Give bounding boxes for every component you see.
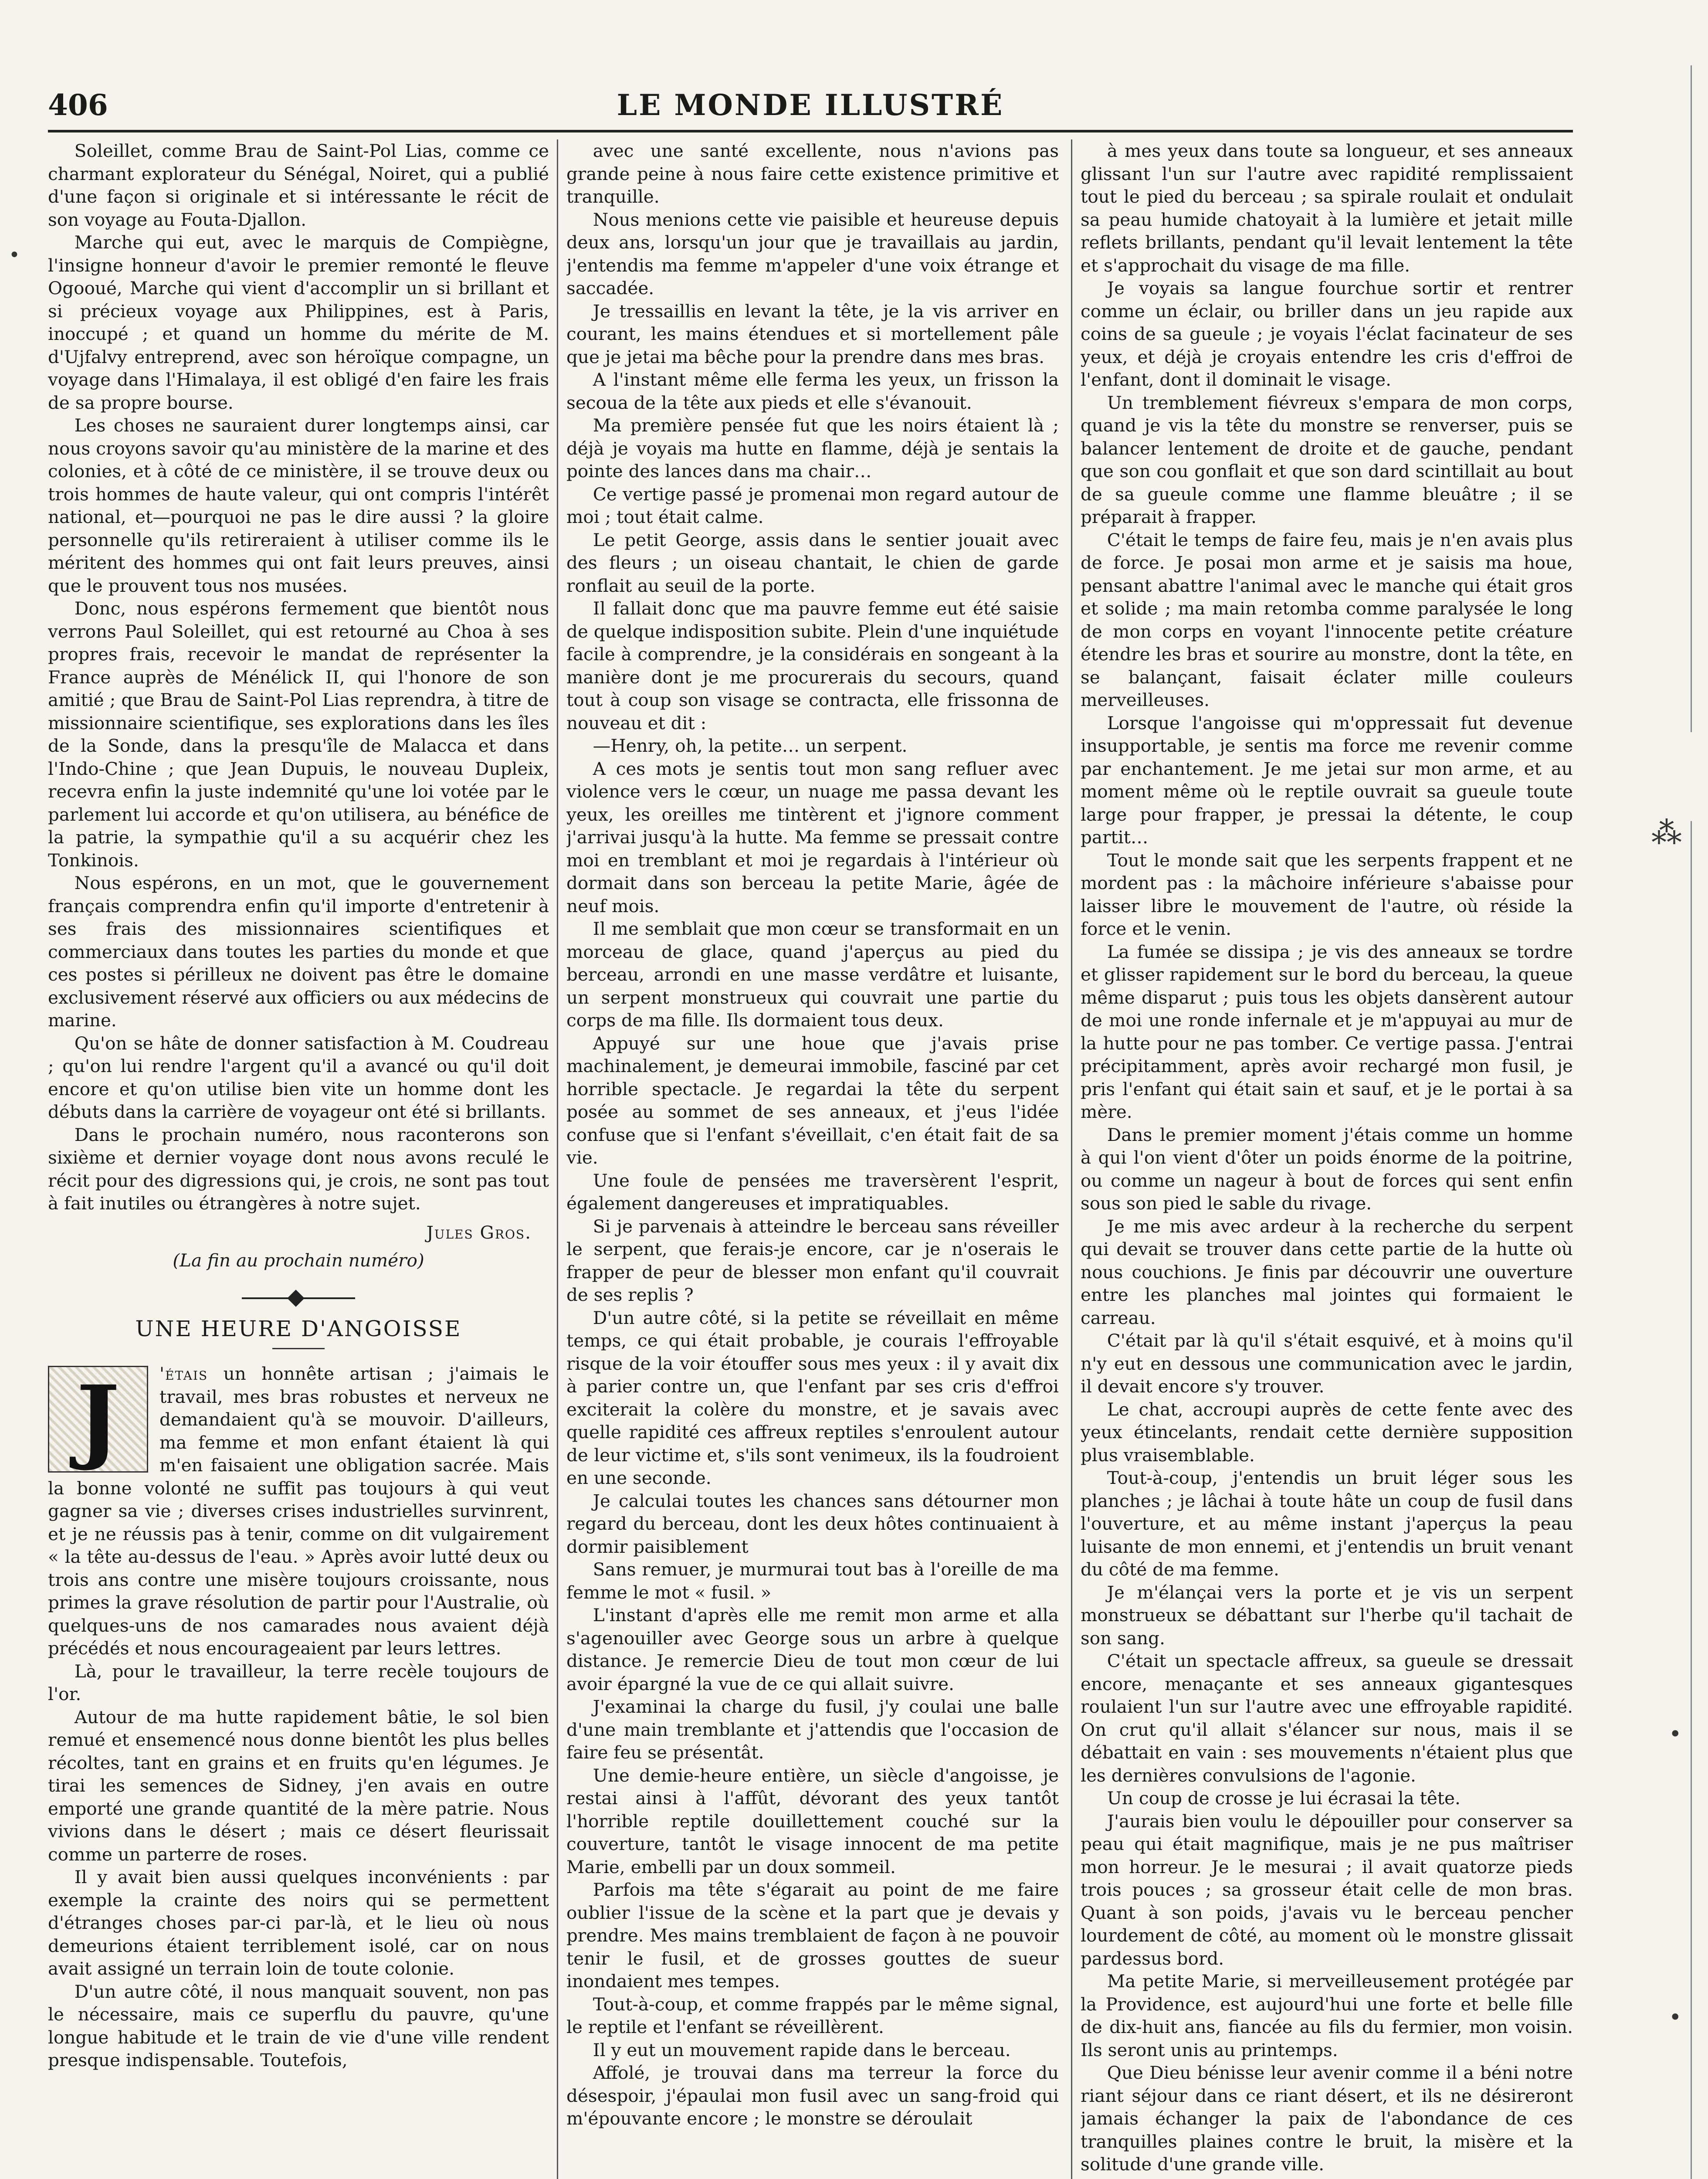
paragraph: Le petit George, assis dans le sentier jouait avec des fleurs ; un oiseau chantait, le chien de garde ronflait au seuil de la porte.: [566, 529, 1059, 596]
column-rule: [557, 139, 558, 2179]
page-edge-line: [1691, 65, 1692, 2179]
paragraph: Lorsque l'angoisse qui m'oppressait fut devenue insupportable, je sentis ma force me revenir comme par enchantement. Je me jetai sur mon arme, et au moment même où le reptile ouvrait sa gueule toute large pour frapper, je pressai la détente, le coup partit…: [1081, 712, 1573, 848]
paragraph: Marche qui eut, avec le marquis de Compiègne, l'insigne honneur d'avoir le premier remonté le fleuve Ogooué, Marche qui vient d'accomplir un si brillant et si précieux voyage aux Philippines, est à Paris, inoccupé ; et quand un homme du mérite de M. d'Ujfalvy entreprend, avec son héroïque compagne, un voyage dans l'Himalaya, il est obligé d'en faire les frais de sa propre bourse.: [48, 232, 549, 413]
paragraph: Une foule de pensées me traversèrent l'esprit, également dangereuses et impratiquables.: [566, 1170, 1059, 1214]
paragraph: Appuyé sur une houe que j'avais prise machinalement, je demeurai immobile, fasciné par cet horrible spectacle. Je regardai la tête du serpent posée au sommet de ses anneaux, et j'eus l'idée confuse que si l'enfant s'éveillait, c'en était fait de sa vie.: [566, 1032, 1059, 1168]
paragraph: L'instant d'après elle me remit mon arme et alla s'agenouiller avec George sous un arbre à quelque distance. Je remercie Dieu de tout mon cœur de lui avoir épargné la vue de ce qui allait suivre.: [566, 1605, 1059, 1694]
page-number: 406: [48, 88, 108, 122]
journal-title: LE MONDE ILLUSTRÉ: [617, 88, 1004, 122]
paragraph: Sans remuer, je murmurai tout bas à l'oreille de ma femme le mot « fusil. »: [566, 1559, 1059, 1603]
paragraph: Je me mis avec ardeur à la recherche du serpent qui devait se trouver dans cette partie de la hutte où nous couchions. Je finis par découvrir une ouverture entre les planches mal jointes qui formaient le carreau.: [1081, 1215, 1573, 1328]
paragraph: La fumée se dissipa ; je vis des anneaux se tordre et glisser rapidement sur le bord du berceau, la queue même disparut ; puis tous les objets dansèrent autour de moi une ronde infernale et je m'appuyai au mur de la hutte pour ne pas tomber. Ce vertige passa. J'entrai précipitamment, après avoir rechargé mon fusil, je pris l'enfant qui était sain et sauf, et je le portai à sa mère.: [1081, 941, 1573, 1122]
paragraph: Je voyais sa langue fourchue sortir et rentrer comme un éclair, ou briller dans un jeu rapide aux coins de sa gueule ; je voyais l'éclat facinateur de ses yeux, et déjà je croyais entendre les cris d'effroi de l'enfant, dont il dominait le visage.: [1081, 278, 1573, 390]
paragraph: Soleillet, comme Brau de Saint-Pol Lias, comme ce charmant explorateur du Sénégal, Noiret, qui a publié d'une façon si originale et si intéressante le récit de son voyage au Fouta-Djallon.: [48, 140, 549, 230]
paragraph: Un tremblement fiévreux s'empara de mon corps, quand je vis la tête du monstre se renverser, puis se balancer lentement de droite et de gauche, pendant que son cou gonflait et que son dard scintillait au bout de sa gueule comme une flamme bleuâtre ; il se préparait à frapper.: [1081, 392, 1573, 527]
paragraph: Que Dieu bénisse leur avenir comme il a béni notre riant séjour dans ce riant désert, et ils ne désireront jamais échanger la paix de l'abondance de ces tranquilles plaines contre le bruit, la misère et la solitude d'une grande ville.: [1081, 2062, 1573, 2175]
paragraph: Tout-à-coup, j'entendis un bruit léger sous les planches ; je lâchai à toute hâte un coup de fusil dans l'ouverture, et au même instant j'aperçus la peau luisante de mon ennemi, et j'entendis un bruit venant du côté de ma femme.: [1081, 1467, 1573, 1580]
title-rule: [272, 1348, 325, 1349]
column-3: [1081, 139, 1573, 2179]
paragraph: Il me semblait que mon cœur se transformait en un morceau de glace, quand j'aperçus au pied du berceau, arrondi en une masse verdâtre et luisante, un serpent monstrueux qui couvrait une partie du corps de ma fille. Ils dormaient tous deux.: [566, 918, 1059, 1031]
paragraph: Nous espérons, en un mot, que le gouvernement français comprendra enfin qu'il importe d'entretenir à ses frais des missionnaires scientifiques et commerciaux dans toutes les parties du monde et que ces postes si périlleux ne doivent pas être le domaine exclusivement réservé aux officiers ou aux médecins de marine.: [48, 872, 549, 1031]
paragraph: Là, pour le travailleur, la terre recèle toujours de l'or.: [48, 1660, 549, 1704]
paragraph: Le chat, accroupi auprès de cette fente avec des yeux étincelants, rendait cette dernière supposition plus vraisemblable.: [1081, 1398, 1573, 1466]
paragraph: J'examinai la charge du fusil, j'y coulai une balle d'une main tremblante et j'attendis que l'occasion de faire feu se présentât.: [566, 1696, 1059, 1763]
paragraph: —Henry, oh, la petite… un serpent.: [593, 735, 908, 756]
column-2: [566, 139, 1059, 2179]
paragraph: C'était un spectacle affreux, sa gueule se dressait encore, menaçante et ses anneaux gigantesques roulaient l'un sur l'autre avec une effroyable rapidité. On crut qu'il allait s'élancer sur nous, mais il se débattait en vain : ses mouvements n'étaient plus que les dernières convulsions de l'agonie.: [1081, 1650, 1573, 1786]
paragraph: Si je parvenais à atteindre le berceau sans réveiller le serpent, que ferais-je encore, car je n'oserais le frapper de peur de blesser mon enfant qu'il couvrait de ses replis ?: [566, 1215, 1059, 1305]
paragraph: Il y avait bien aussi quelques inconvénients : par exemple la crainte des noirs qui se permettent d'étranges choses par-ci par-là, et le lieu où nous demeurions étaient terriblement isolé, car on nous avait assigné un terrain loin de toute colonie.: [48, 1867, 549, 1979]
author-signature: Jules Gros.: [426, 1222, 532, 1243]
dropcap-initial: [48, 1366, 148, 1473]
paragraph: Il fallait donc que ma pauvre femme eut été saisie de quelque indisposition subite. Plein d'une inquiétude facile à comprendre, je la considérais en songeant à la manière dont je me procurerais du secours, quand tout à coup son visage se contracta, elle frissonna de nouveau et dit :: [566, 598, 1059, 733]
paragraph: Tout le monde sait que les serpents frappent et ne mordent pas : la mâchoire inférieure s'abaisse pour laisser libre le mouvement de l'autre, où réside la force et le venin.: [1081, 849, 1573, 939]
first-word: 'étais: [159, 1363, 208, 1384]
paragraph: avec une santé excellente, nous n'avions pas grande peine à nous faire cette existence primitive et tranquille.: [566, 140, 1059, 207]
margin-dot: •: [9, 244, 20, 266]
paragraph: D'un autre côté, si la petite se réveillait en même temps, ce qui était probable, je courais l'effroyable risque de la voir étouffer sous mes yeux : il y avait dix à parier contre un, que l'enfant par ses cris d'effroi exciterait la colère du monstre, et je savais avec quelle rapidité ces affreux reptiles s'enroulent autour de leur victime et, s'ils sont venimeux, ils la foudroient en une seconde.: [566, 1307, 1059, 1488]
paragraph: Un coup de crosse je lui écrasai la tête.: [1107, 1788, 1461, 1809]
paragraph: Ma première pensée fut que les noirs étaient là ; déjà je voyais ma hutte en flamme, déjà je sentais la pointe des lances dans ma chair…: [566, 415, 1059, 482]
paragraph: Dans le prochain numéro, nous raconterons son sixième et dernier voyage dont nous avons reculé le récit pour des digressions qui, je crois, ne sont pas tout à fait inutiles ou étrangères à notre sujet.: [48, 1124, 549, 1214]
margin-dot: •: [1669, 1721, 1682, 1747]
paragraph: J'aurais bien voulu le dépouiller pour conserver sa peau qui était magnifique, mais je ne pus maîtriser mon horreur. Je le mesurai ; il avait quatorze pieds trois pouces ; sa grosseur était celle de mon bras. Quant à son poids, j'avais vu le berceau pencher lourdement de côté, au moment où le monstre glissait pardessus bord.: [1081, 1810, 1573, 1969]
paragraph: A ces mots je sentis tout mon sang refluer avec violence vers le cœur, un nuage me passa devant les yeux, les oreilles me tintèrent et j'ignore comment j'arrivai jusqu'à la hutte. Ma femme se pressait contre moi en tremblant et moi je regardais à l'intérieur où dormait dans son berceau la petite Marie, âgée de neuf mois.: [566, 758, 1059, 916]
column-1: [48, 139, 549, 2179]
paragraph: Donc, nous espérons fermement que bientôt nous verrons Paul Soleillet, qui est retourné au Choa à ses propres frais, recevoir le mandat de représenter la France auprès de Ménélick II, qui l'honore de son amitié ; que Brau de Saint-Pol Lias reprendra, à titre de missionnaire scientifique, ses explorations dans les îles de la Sonde, dans la presqu'île de Malacca et dans l'Indo-Chine ; que Jean Dupuis, le nouveau Dupleix, recevra enfin la juste indemnité qu'une loi votée par le parlement lui accorde et qu'on utilisera, au bénéfice de la patrie, la sympathie qu'il a su acquérir chez les Tonkinois.: [48, 598, 549, 871]
section-title: UNE HEURE D'ANGOISSE: [135, 1316, 462, 1341]
paragraph: C'était par là qu'il s'était esquivé, et à moins qu'il n'y eut en dessous une communication avec le jardin, il devait encore s'y trouver.: [1081, 1330, 1573, 1397]
paragraph: Tout-à-coup, et comme frappés par le même signal, le reptile et l'enfant se réveillèrent.: [566, 1993, 1059, 2037]
paragraph: Dans le premier moment j'étais comme un homme à qui l'on vient d'ôter un poids énorme de la poitrine, ou comme un nageur à bout de forces qui sent enfin sous son pied le sable du rivage.: [1081, 1124, 1573, 1214]
paragraph: A l'instant même elle ferma les yeux, un frisson la secoua de la tête aux pieds et elle s'évanouit.: [566, 369, 1059, 413]
page-header: [48, 82, 1573, 132]
paragraph: D'un autre côté, il nous manquait souvent, non pas le nécessaire, mais ce superflu du pauvre, qu'une longue habitude et le train de vie d'une ville rendent presque indispensable. Toutefois,: [48, 1981, 549, 2070]
paragraph: Autour de ma hutte rapidement bâtie, le sol bien remué et ensemencé nous donne bientôt les plus belles récoltes, tant en grains et en fruits qu'en légumes. Je tirai les semences de Sidney, j'en avais en outre emporté une grande quantité de la mère patrie. Nous vivions dans le désert ; mais ce désert fleurissait comme un parterre de roses.: [48, 1706, 549, 1865]
paragraph: Affolé, je trouvai dans ma terreur la force du désespoir, j'épaulai mon fusil avec un sang-froid qui m'épouvante encore ; le monstre se déroulait: [566, 2062, 1059, 2129]
margin-dot: •: [1669, 2005, 1682, 2030]
dropcap-letter: J: [76, 1365, 120, 1473]
continuation-note: (La fin au prochain numéro): [173, 1250, 424, 1271]
paragraph: Il y eut un mouvement rapide dans le berceau.: [593, 2039, 1011, 2060]
paragraph: Ma petite Marie, si merveilleusement protégée par la Providence, est aujourd'hui une forte et belle fille de dix-huit ans, fiancée au fils du fermier, mon voisin. Ils seront unis au printemps.: [1081, 1971, 1573, 2060]
margin-ink-mark: ⁂: [1651, 815, 1682, 851]
paragraph: Je m'élançai vers la porte et je vis un serpent monstrueux se débattant sur l'herbe qu'il tachait de son sang.: [1081, 1582, 1573, 1649]
paragraph: Ce vertige passé je promenai mon regard autour de moi ; tout était calme.: [566, 483, 1059, 527]
paragraph: Qu'on se hâte de donner satisfaction à M. Coudreau ; qu'on lui rendre l'argent qu'il a avancé ou qu'il doit encore et qu'on utilise bien vite un homme dont les débuts dans la carrière de voyageur ont été si brillants.: [48, 1032, 549, 1122]
first-paragraph: [48, 1362, 549, 1660]
first-paragraph-text: un honnête artisan ; j'aimais le travail, mes bras robustes et nerveux ne demandaient qu'à se mouvoir. D'ailleurs, ma femme et mon enfant étaient là qui m'en faisaient une obligation sacrée. Mais la bonne volonté ne suffit pas toujours à qui veut gagner sa vie ; diverses crises industrielles survinrent, et je ne réussis pas à tenir, comme on dit vulgairement « la tête au-dessus de l'eau. » Après avoir lutté deux ou trois ans contre une misère toujours croissante, nous primes la grave résolution de partir pour l'Australie, où quelques-uns de nos camarades nous avaient déjà précédés et nous encourageaient par leurs lettres.: [48, 1363, 549, 1659]
paragraph: Je tressaillis en levant la tête, je la vis arriver en courant, les mains étendues et si mortellement pâle que je jetai ma bêche pour la prendre dans mes bras.: [566, 300, 1059, 367]
paragraph: C'était le temps de faire feu, mais je n'en avais plus de force. Je posai mon arme et je saisis ma houe, pensant abattre l'animal avec le manche qui était gros et solide ; ma main retomba comme paralysée le long de mon corps en voyant l'innocente petite créature étendre les bras et sourire au monstre, dont la tête, en se balançant, faisait éclater mille couleurs merveilleuses.: [1081, 529, 1573, 710]
paragraph: Les choses ne sauraient durer longtemps ainsi, car nous croyons savoir qu'au ministère de la marine et des colonies, et à côté de ce ministère, il se trouve deux ou trois hommes de haute valeur, qui ont compris l'intérêt national, et—pourquoi ne pas le dire aussi ? la gloire personnelle qu'ils retireraient à utiliser comme ils le méritent des hommes qui ont fait leurs preuves, ainsi que le prouvent tous nos musées.: [48, 415, 549, 596]
ornament-divider: [242, 1292, 355, 1304]
paragraph: Parfois ma tête s'égarait au point de me faire oublier l'issue de la scène et la part que je devais y prendre. Mes mains tremblaient de façon à ne pouvoir tenir le fusil, et de grosses gouttes de sueur inondaient mes tempes.: [566, 1879, 1059, 1992]
column-rule: [1071, 139, 1072, 2179]
paragraph: Nous menions cette vie paisible et heureuse depuis deux ans, lorsqu'un jour que je travaillais au jardin, j'entendis ma femme m'appeler d'une voix étrange et saccadée.: [566, 209, 1059, 299]
paragraph: Je calculai toutes les chances sans détourner mon regard du berceau, dont les deux hôtes continuaient à dormir paisiblement: [566, 1490, 1059, 1557]
paragraph: à mes yeux dans toute sa longueur, et ses anneaux glissant l'un sur l'autre avec rapidité remplissaient tout le pied du berceau ; sa spirale roulait et ondulait sa peau humide chatoyait à la lumière et jetait mille reflets brillants, pendant qu'il levait lentement la tête et s'approchait du visage de ma fille.: [1081, 140, 1573, 276]
paragraph: Une demie-heure entière, un siècle d'angoisse, je restai ainsi à l'affût, dévorant des yeux tantôt l'horrible reptile douillettement couché sur la couverture, tantôt le visage innocent de ma petite Marie, embelli par un doux sommeil.: [566, 1765, 1059, 1877]
